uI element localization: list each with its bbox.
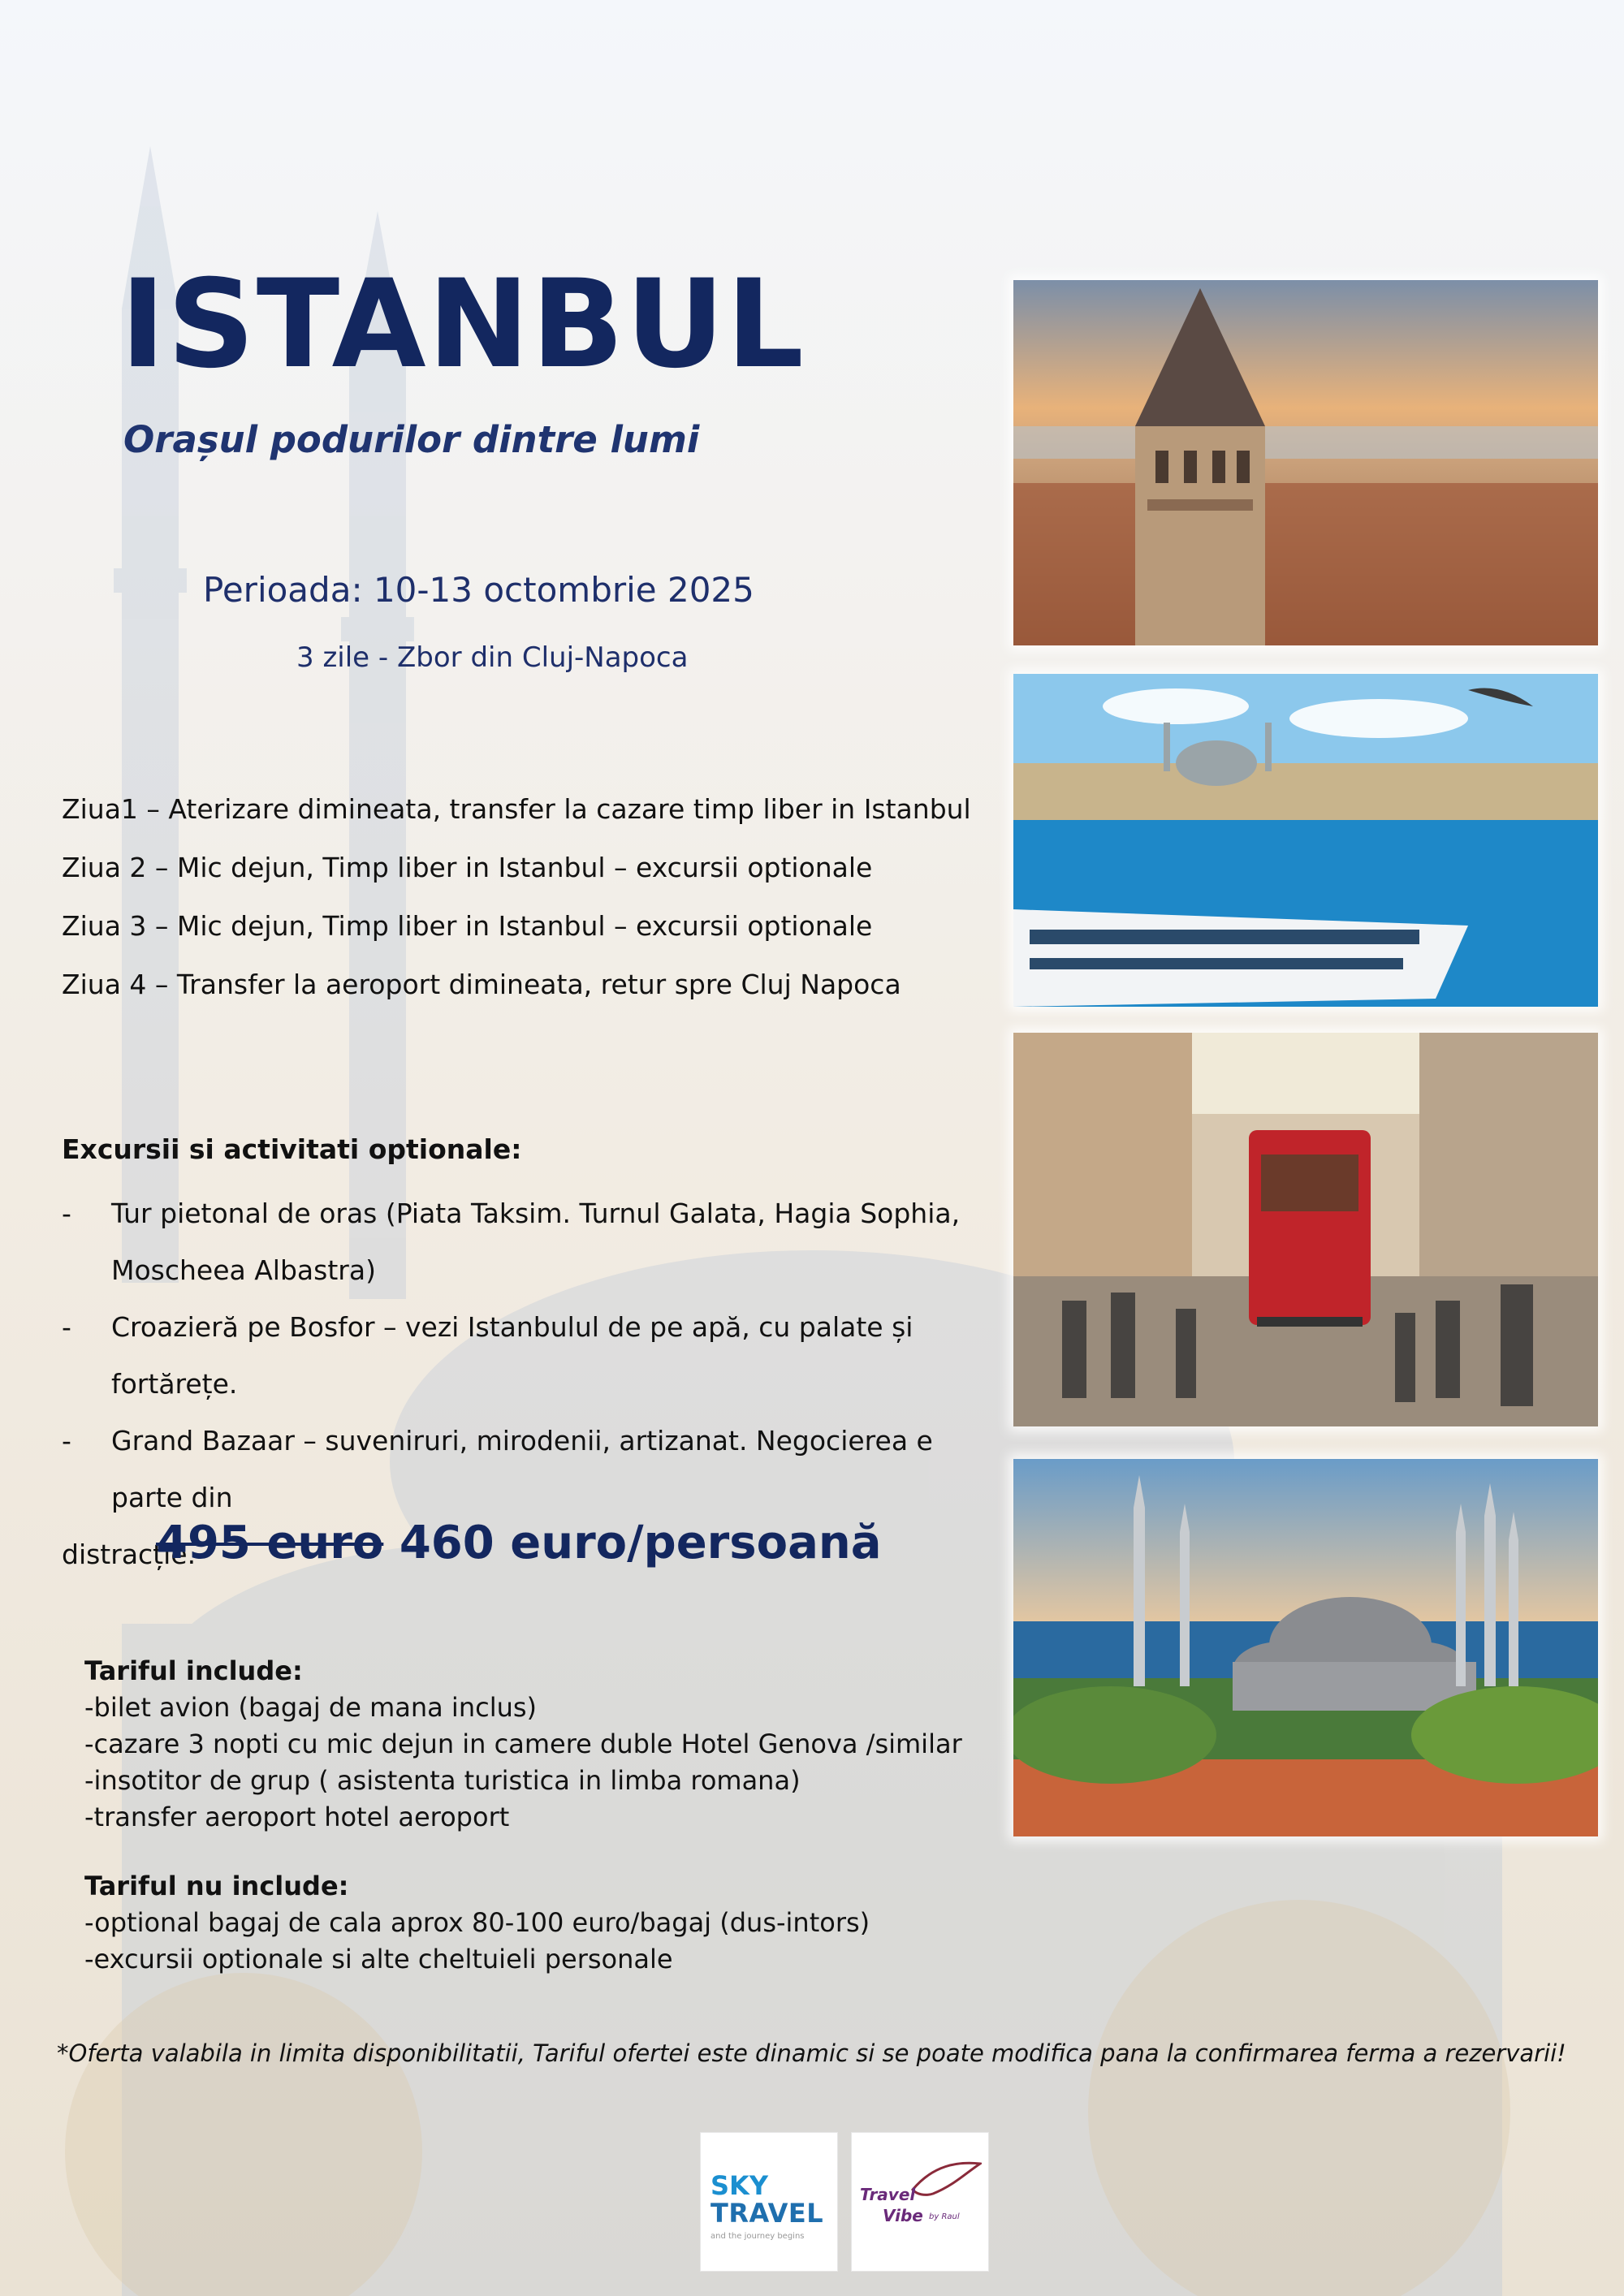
list-item: -optional bagaj de cala aprox 80-100 euro/bagaj (dus-intors) [84,1907,870,1938]
trip-period: Perioada: 10-13 octombrie 2025 [203,570,754,610]
page-title: ISTANBUL [120,254,806,395]
list-item: -excursii optionale si alte cheltuieli personale [84,1944,673,1974]
sky-travel-tagline: and the journey begins [710,2232,805,2241]
sky-travel-logo-text: SKY [710,2170,769,2201]
disclaimer: *Oferta valabila in limita disponibilitatii, Tariful ofertei este dinamic si se poate modifica pana la confirmarea ferma a rezervarii! [57,2039,1566,2067]
itinerary-day: Ziua1 – Aterizare dimineata, transfer la cazare timp liber in Istanbul [62,793,971,825]
new-price: 460 euro/persoană [399,1517,882,1569]
list-item-text: Croazieră pe Bosfor – vezi Istanbulul de pe apă, cu palate și fortărețe. [111,1311,914,1400]
list-item: -cazare 3 nopti cu mic dejun in camere duble Hotel Genova /similar [84,1728,962,1759]
list-item [62,1413,1004,1526]
tariff-includes-heading: Tariful include: [84,1655,303,1686]
travel-vibe-logo [851,2132,989,2272]
page-subtitle: Orașul podurilor dintre lumi [123,418,700,461]
list-item-text: Tur pietonal de oras (Piata Taksim. Turnul Galata, Hagia Sophia, [111,1198,961,1229]
itinerary-day: Ziua 3 – Mic dejun, Timp liber in Istanbul – excursii optionale [62,910,873,942]
tariff-includes [84,1653,962,1836]
travel-vibe-byline: by Raul [929,2212,960,2221]
list-item-text: Moscheea Albastra) [111,1254,376,1286]
sky-travel-logo [700,2132,838,2272]
old-price: 495 euro [156,1517,384,1569]
list-item: -bilet avion (bagaj de mana inclus) [84,1692,538,1723]
itinerary-list [62,792,971,1025]
list-item: -insotitor de grup ( asistenta turistica in limba romana) [84,1765,801,1796]
list-item: -transfer aeroport hotel aeroport [84,1802,510,1832]
list-bullet: - [62,1425,71,1457]
list-item [62,1185,1004,1299]
optional-excursions-heading: Excursii si activitati optionale: [62,1133,522,1165]
travel-vibe-logo-text: Travel [860,2185,916,2204]
tariff-excludes [84,1868,870,1978]
tariff-excludes-heading: Tariful nu include: [84,1871,349,1901]
price [156,1517,882,1569]
itinerary-day: Ziua 4 – Transfer la aeroport dimineata, retur spre Cluj Napoca [62,969,901,1000]
bird-icon [909,2157,982,2206]
list-bullet: - [62,1198,71,1229]
galata-tower-photo [1013,280,1598,645]
bosphorus-ferry-photo [1013,674,1598,1007]
list-item [62,1299,1004,1413]
trip-duration: 3 zile - Zbor din Cluj-Napoca [296,641,689,674]
list-bullet: - [62,1311,71,1343]
blue-mosque-photo [1013,1459,1598,1836]
istiklal-tram-photo [1013,1033,1598,1426]
itinerary-day: Ziua 2 – Mic dejun, Timp liber in Istanbul – excursii optionale [62,852,873,883]
sky-travel-logo-text: TRAVEL [710,2198,824,2229]
list-item-continuation: distracție. [62,1539,197,1570]
travel-vibe-logo-text: Vibe [883,2206,923,2225]
list-item-text: Grand Bazaar – suveniruri, mirodenii, artizanat. Negocierea e parte din [111,1425,933,1513]
